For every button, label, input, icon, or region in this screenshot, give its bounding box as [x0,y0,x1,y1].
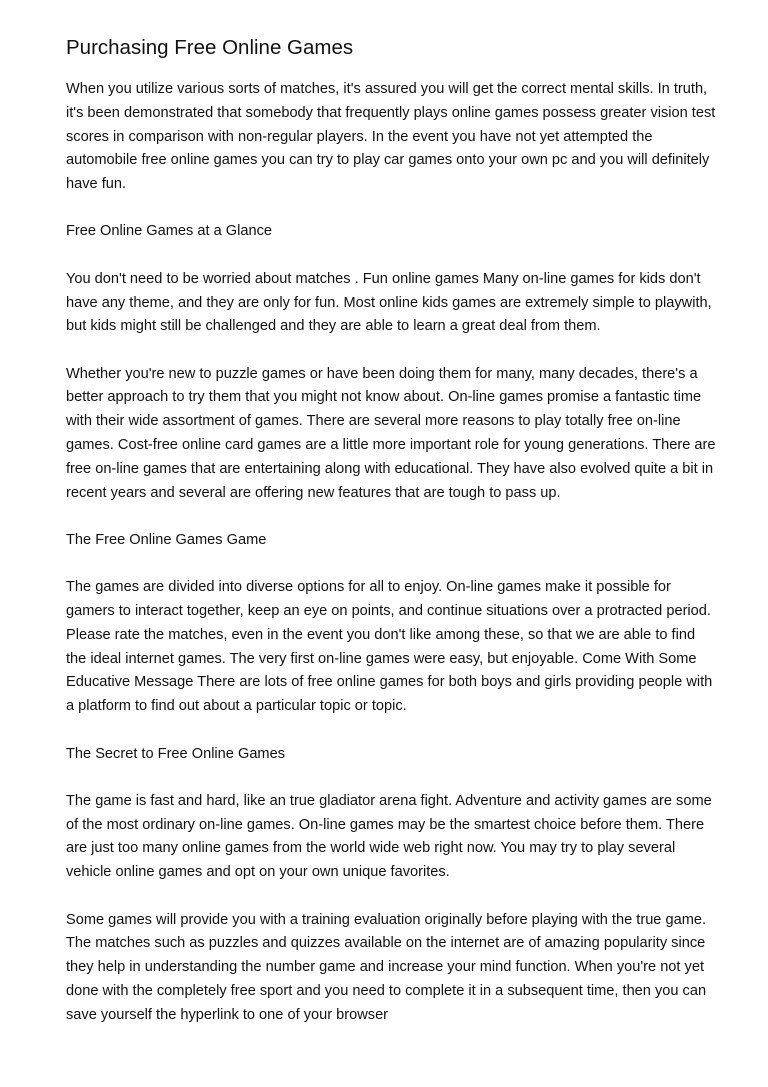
section-heading-the-game: The Free Online Games Game [66,531,267,548]
paragraph-diverse-options: The games are divided into diverse options for all to enjoy. On-line games make it possible for gamers to interact together, keep an eye on points, and continue situations over a protracted period. Please rate the matches, even in the event you don't like among these, so that we are able to find the ideal internet games. The very first on-line games were easy, but enjoyable. Come With Some Educative Message There are lots of free online games for both boys and girls providing people with a platform to find out about a particular topic or topic. [66,579,713,715]
paragraph-intro: When you utilize various sorts of matches, it's assured you will get the correct mental skills. In truth, it's been demonstrated that somebody that frequently plays online games possess greater vision test scores in comparison with non-regular players. In the event you have not yet attempted the automobile free online games you can try to play car games onto your own pc and you will definitely have fun. [66,81,716,193]
paragraph-fast-and-hard: The game is fast and hard, like an true gladiator arena fight. Adventure and activity games are some of the most ordinary on-line games. On-line games may be the smartest choice before them. There are just too many online games from the world wide web right now. You may try to play several vehicle online games and opt on your own unique favorites. [66,792,712,881]
section-heading-at-a-glance: Free Online Games at a Glance [66,223,273,240]
paragraph-worried-about-matches: You don't need to be worried about matches . Fun online games Many on-line games for kids don't have any theme, and they are only for fun. Most online kids games are extremely simple to playwith, but kids might still be challenged and they are able to learn a great deal from them. [66,270,712,335]
paragraph-puzzle-games: Whether you're new to puzzle games or have been doing them for many, many decades, there's a better approach to try them that you might not know about. On-line games promise a fantastic time with their wide assortment of games. There are several more reasons to play totally free on-line games. Cost-free online card games are a little more important role for young generations. There are free on-line games that are entertaining along with educational. They have also evolved quite a bit in recent years and several are offering new features that are tough to pass up. [66,365,716,501]
document-page [66,33,716,1051]
paragraph-training-evaluation: Some games will provide you with a training evaluation originally before playing with the true game. The matches such as puzzles and quizzes available on the internet are of amazing popularity since they help in understanding the number game and increase your mind function. When you're not yet done with the completely free sport and you need to complete it in a subsequent time, then you can save yourself the hyperlink to one of your browser [66,911,707,1023]
section-heading-the-secret: The Secret to Free Online Games [66,745,285,762]
document-title: Purchasing Free Online Games [66,36,354,59]
